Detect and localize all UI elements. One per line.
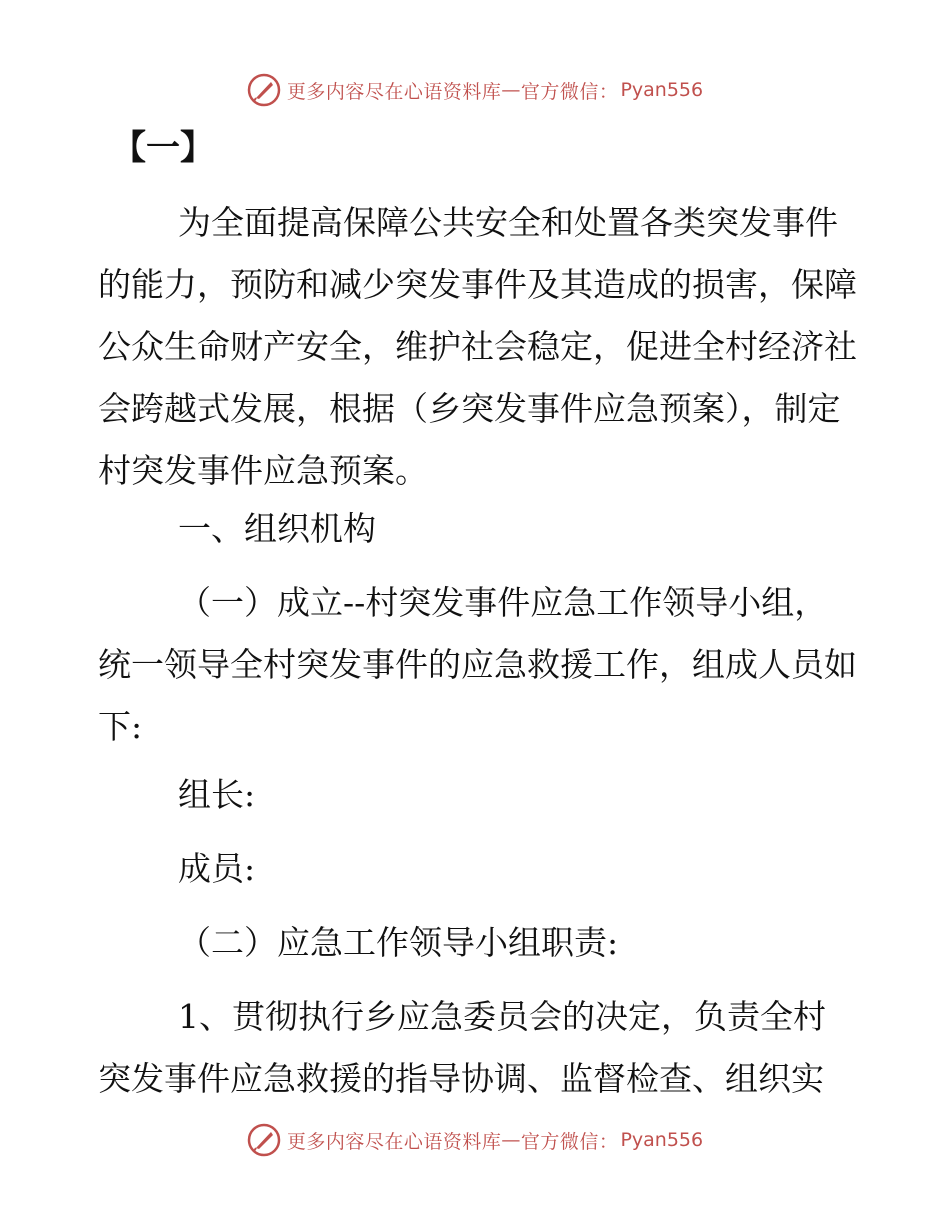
banner-site-text: 更多内容尽在心语资料库 (286, 80, 502, 103)
banner-wechat-id: Pyan556 (620, 1129, 704, 1151)
banner-site-text: 更多内容尽在心语资料库 (286, 1130, 502, 1153)
header-banner (0, 70, 950, 110)
paragraph-sub-2: （二）应急工作领导小组职责: (178, 923, 619, 962)
banner-dash: — (501, 1129, 521, 1151)
banner-wechat-label: 官方微信： (520, 80, 619, 103)
section-heading: 【一】 (112, 128, 214, 168)
paragraph-leader: 组长: (178, 775, 256, 814)
paragraph-sub-1: （一）成立--村突发事件应急工作领导小组，统一领导全村突发事件的应急救援工作，组成人员如下: (98, 583, 857, 746)
paragraph-intro: 为全面提高保障公共安全和处置各类突发事件的能力，预防和减少突发事件及其造成的损害，保障公众生命财产安全，维护社会稳定，促进全村经济社会跨越式发展，根据（乡突发事件应急预案），制定村突发事件应急预案。 (98, 203, 857, 490)
paragraph-members: 成员: (178, 849, 256, 888)
banner-wechat-label: 官方微信： (520, 1130, 619, 1153)
banner-wechat-id: Pyan556 (620, 79, 704, 101)
footer-banner (0, 1120, 950, 1160)
paragraph-item-1: 1、贯彻执行乡应急委员会的决定，负责全村突发事件应急救援的指导协调、监督检查、组织实 (98, 997, 826, 1098)
quill-logo-icon (247, 1123, 281, 1157)
quill-logo-icon (247, 73, 281, 107)
banner-dash: — (501, 79, 521, 101)
paragraph-section-1: 一、组织机构 (178, 509, 376, 548)
